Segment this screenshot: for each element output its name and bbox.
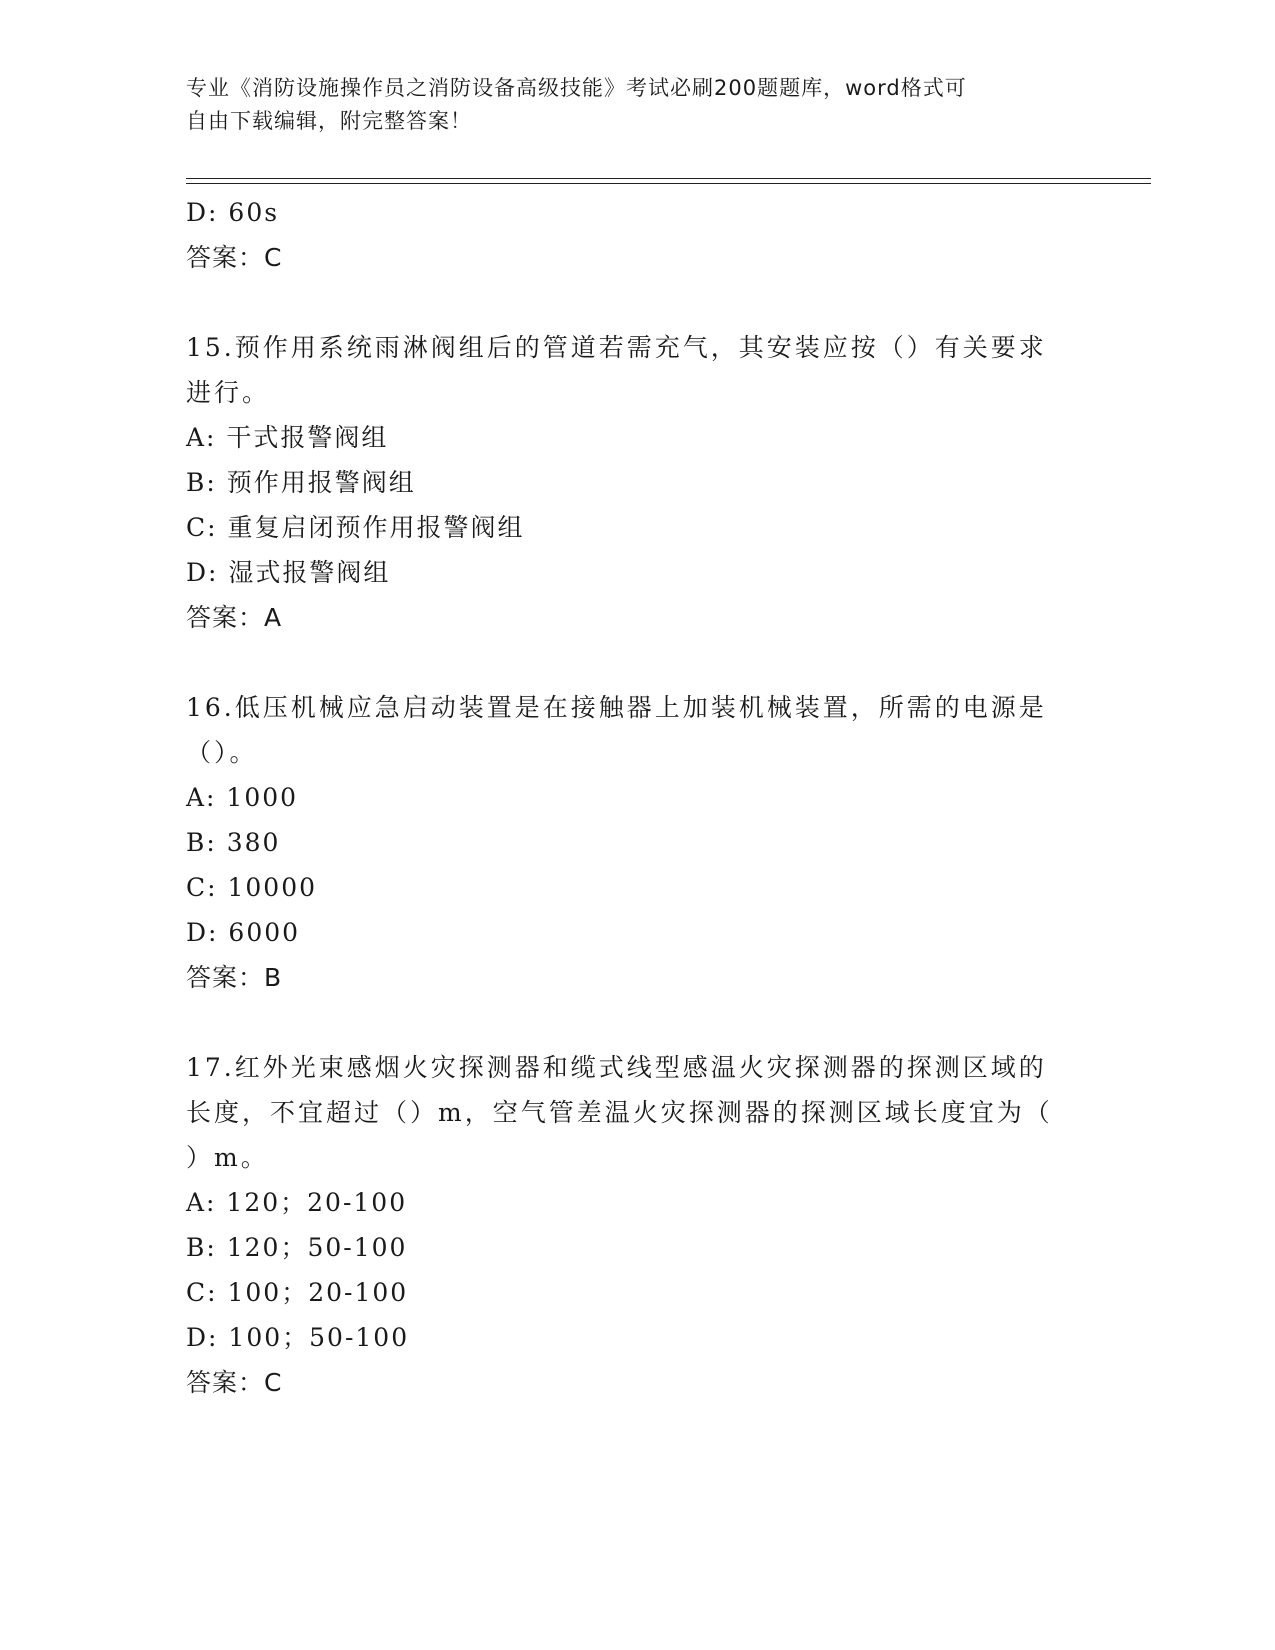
question-text: [186, 685, 1066, 775]
header-divider-bottom: [186, 183, 1151, 184]
answer-line: 答案：B: [186, 963, 283, 992]
answer-line: 答案：A: [186, 603, 283, 632]
question-17: [186, 1045, 1086, 1405]
option-a: A: 120；20-100: [186, 1188, 408, 1217]
answer-line: 答案：C: [186, 1368, 283, 1397]
question-text-line-1: 17.红外光束感烟火灾探测器和缆式线型感温火灾探测器的探测区域的: [186, 1053, 1047, 1082]
option-b: B: 120；50-100: [186, 1233, 408, 1262]
option-c: C: 100；20-100: [186, 1278, 409, 1307]
option-b: B: 预作用报警阀组: [186, 468, 416, 497]
question-text-line-1: 15.预作用系统雨淋阀组后的管道若需充气，其安装应按（）有关要求: [186, 333, 1047, 362]
option-c: C: 10000: [186, 873, 318, 902]
header-divider-top: [186, 178, 1151, 179]
question-text-line-2: 长度，不宜超过（）m，空气管差温火灾探测器的探测区域长度宜为（: [186, 1098, 1053, 1127]
question-text: [186, 325, 1066, 415]
carryover-question: [186, 190, 1086, 280]
option-c: C: 重复启闭预作用报警阀组: [186, 513, 525, 542]
option-d: D: 100；50-100: [186, 1323, 410, 1352]
question-text-line-2: （）。: [186, 738, 258, 767]
option-d: D: 6000: [186, 918, 301, 947]
option-a: A: 干式报警阀组: [186, 423, 389, 452]
question-text-line-1: 16.低压机械应急启动装置是在接触器上加装机械装置，所需的电源是: [186, 693, 1047, 722]
document-header: [186, 72, 1066, 138]
question-16: [186, 685, 1086, 1000]
spacer: [186, 1000, 1086, 1045]
answer-line: 答案：C: [186, 243, 283, 272]
option-d: D: 湿式报警阀组: [186, 558, 391, 587]
question-text: [186, 1045, 1066, 1180]
option-a: A: 1000: [186, 783, 299, 812]
question-text-line-2: 进行。: [186, 378, 271, 407]
option-b: B: 380: [186, 828, 281, 857]
question-15: [186, 325, 1086, 640]
header-title-line-2: 自由下载编辑，附完整答案！: [186, 109, 472, 133]
question-text-line-3: ）m。: [186, 1143, 269, 1172]
option-d: D: 60s: [186, 198, 280, 227]
document-body: [186, 190, 1086, 1405]
spacer: [186, 280, 1086, 325]
header-title-line-1: 专业《消防设施操作员之消防设备高级技能》考试必刷200题题库，word格式可: [186, 76, 967, 100]
spacer: [186, 640, 1086, 685]
